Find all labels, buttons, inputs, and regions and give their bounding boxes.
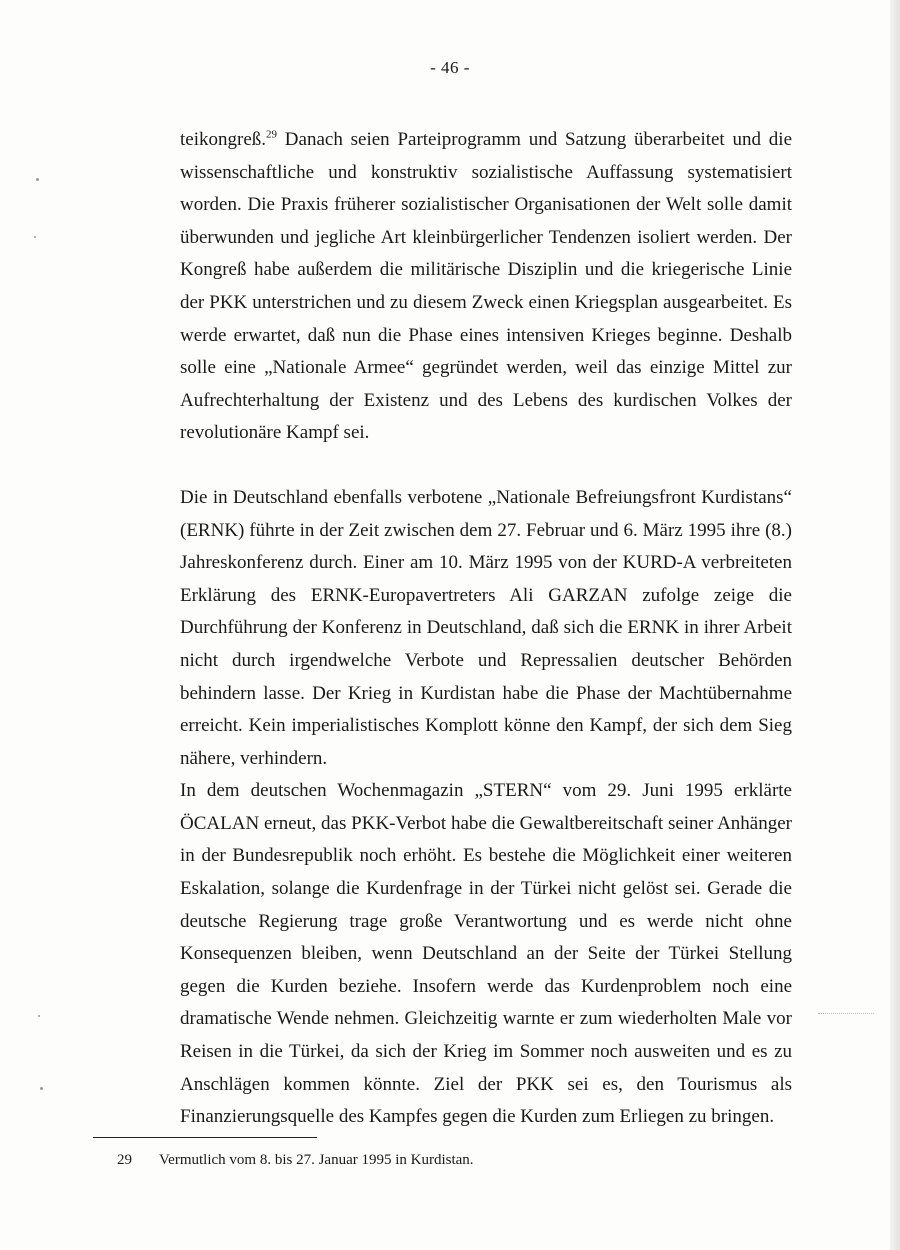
footnote-separator <box>93 1137 317 1138</box>
scan-speck <box>36 178 39 181</box>
body-text <box>180 124 792 1134</box>
scan-speck <box>34 236 36 238</box>
scan-speck <box>38 1015 40 1017</box>
paragraph-1-start: teikongreß. <box>180 129 267 150</box>
paragraph-3: In dem deutschen Wochenmagazin „STERN“ vom 29. Juni 1995 erklärte ÖCALAN erneut, das PKK-Verbot habe die Gewaltbereitschaft seiner Anhänger in der Bundesrepublik noch erhöht. Es bestehe die Möglichkeit einer weiteren Eskalation, solange die Kurdenfrage in der Türkei nicht gelöst sei. Gerade die deutsche Regierung trage große Verantwortung und es werde nicht ohne Konsequenzen bleiben, wenn Deutschland an der Seite der Türkei Stellung gegen die Kurden beziehe. Insofern werde das Kurdenproblem noch eine dramatische Wende nehmen. Gleichzeitig warnte er zum wiederholten Male vor Reisen in die Türkei, da sich der Krieg im Sommer noch ausweiten und es zu Anschlägen kommen könnte. Ziel der PKK sei es, den Tourismus als Finanzierungsquelle des Kampfes gegen die Kurden zum Erliegen zu bringen. <box>180 780 792 1128</box>
footnote-reference[interactable]: 29 <box>266 128 278 141</box>
page-number: - 46 - <box>430 58 470 77</box>
scan-speck <box>40 1087 43 1090</box>
paragraph-2: Die in Deutschland ebenfalls verbotene „Nationale Befreiungsfront Kurdistans“ (ERNK) führte in der Zeit zwischen dem 27. Februar und 6. März 1995 ihre (8.) Jahreskonferenz durch. Einer am 10. März 1995 von der KURD-A verbreiteten Erklärung des ERNK-Europavertreters Ali GARZAN zufolge zeige die Durchführung der Konferenz in Deutschland, daß sich die ERNK in ihrer Arbeit nicht durch irgendwelche Verbote und Repressalien deutscher Behörden behindern lasse. Der Krieg in Kurdistan habe die Phase der Machtübernahme erreicht. Kein imperialistisches Komplott könne den Kampf, der sich dem Sieg nähere, verhindern. <box>180 486 792 769</box>
paragraph-1-text: Danach seien Parteiprogramm und Satzung überarbeitet und die wissenschaftliche und konstruktiv sozialistische Auffassung systematisiert worden. Die Praxis früherer sozialistischer Organisationen der Welt solle damit überwunden und jegliche Art kleinbürgerlicher Tendenzen isoliert werden. Der Kongreß habe außerdem die militärische Disziplin und die kriegerische Linie der PKK unterstrichen und zu diesem Zweck einen Kriegsplan ausgearbeitet. Es werde erwartet, daß nun die Phase eines intensiven Krieges beginne. Deshalb solle eine „Nationale Armee“ gegründet werden, weil das einzige Mittel zur Aufrechterhaltung der Existenz und des Lebens des kurdischen Volkes der revolutionäre Kampf sei. <box>180 129 792 444</box>
footnote-number: 29 <box>117 1152 132 1168</box>
footnote <box>117 1152 474 1169</box>
scan-dots <box>818 1013 874 1015</box>
paragraph-1 <box>180 124 792 450</box>
footnote-text: Vermutlich vom 8. bis 27. Januar 1995 in Kurdistan. <box>159 1152 474 1168</box>
page-edge-shadow <box>890 0 900 1250</box>
